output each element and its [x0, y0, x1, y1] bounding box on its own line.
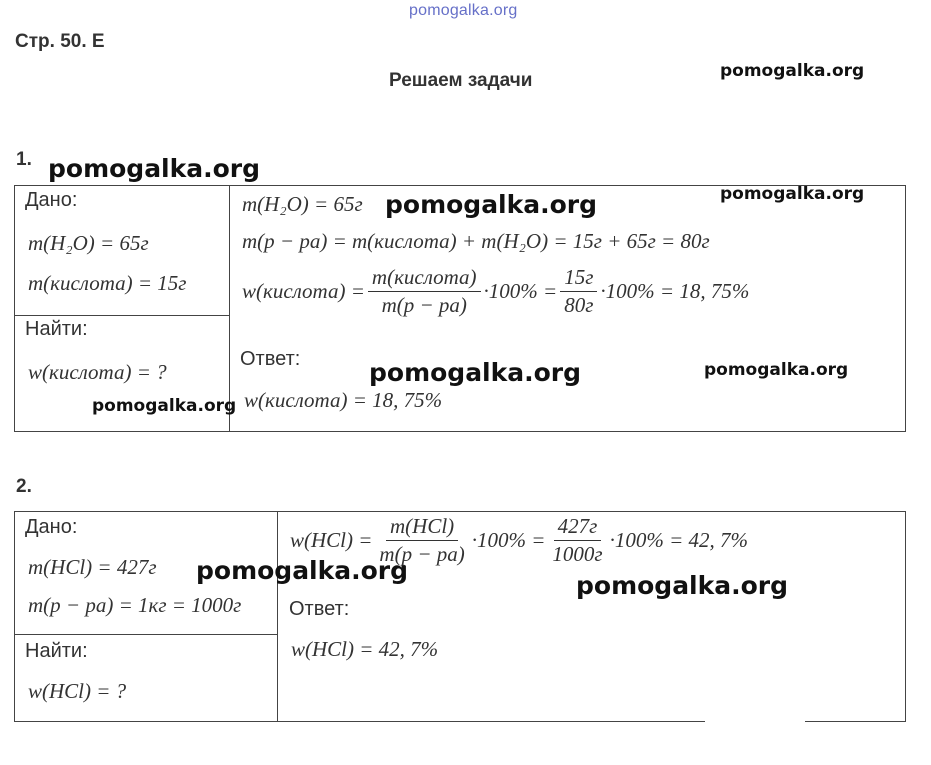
- watermark-text: pomogalka.org: [704, 360, 849, 380]
- formula-mid: ·100% =: [483, 279, 558, 304]
- answer-value: w(кислота) = 18, 75%: [244, 388, 443, 412]
- given-label: Дано:: [25, 516, 78, 538]
- answer-label: Ответ:: [289, 598, 350, 620]
- problem-1-number: 1.: [16, 149, 32, 170]
- find-item: w(HCl) = ?: [28, 679, 127, 703]
- formula-result: ·100% = 18, 75%: [600, 279, 750, 304]
- given-item: m(HCl) = 427г: [28, 555, 157, 579]
- scan-gap: [705, 719, 805, 724]
- given-label: Дано:: [25, 189, 78, 211]
- table-divider: [14, 315, 230, 316]
- fraction: [375, 515, 468, 566]
- solution-formula: [290, 515, 748, 566]
- watermark-text: pomogalka.org: [720, 184, 865, 204]
- watermark-text: pomogalka.org: [48, 154, 261, 183]
- formula-lhs: w(кислота) =: [242, 279, 365, 304]
- fraction-numerator: m(HCl): [386, 515, 458, 541]
- fraction-denominator: 1000г: [552, 542, 603, 567]
- top-watermark: pomogalka.org: [409, 2, 518, 19]
- given-item: m(кислота) = 15г: [28, 271, 187, 295]
- solution-line: m(р − ра) = m(кислота) + m(H₂O) = 15г + 65г = 80г: [242, 229, 710, 253]
- formula-result: ·100% = 42, 7%: [609, 528, 749, 553]
- fraction-denominator: m(р − ра): [381, 293, 467, 318]
- table-divider: [14, 634, 278, 635]
- watermark-text: pomogalka.org: [576, 571, 789, 600]
- answer-label: Ответ:: [240, 348, 301, 370]
- given-item: m(р − ра) = 1кг = 1000г: [28, 593, 242, 617]
- fraction-numerator: 427г: [554, 515, 602, 541]
- fraction: [560, 266, 597, 317]
- page-title: Решаем задачи: [389, 70, 533, 91]
- given-item: m(H₂O) = 65г: [28, 231, 149, 255]
- problem-2-number: 2.: [16, 476, 32, 497]
- watermark-text: pomogalka.org: [92, 396, 237, 416]
- table-divider: [229, 185, 230, 432]
- find-label: Найти:: [25, 640, 88, 662]
- solution-line: m(H₂O) = 65г: [242, 192, 363, 216]
- find-item: w(кислота) = ?: [28, 360, 167, 384]
- fraction-denominator: 80г: [564, 293, 594, 318]
- watermark-text: pomogalka.org: [369, 358, 582, 387]
- answer-value: w(HCl) = 42, 7%: [291, 637, 439, 661]
- page-reference: Стр. 50. Е: [15, 31, 105, 52]
- watermark-text: pomogalka.org: [720, 61, 865, 81]
- watermark-text: pomogalka.org: [196, 556, 409, 585]
- fraction-numerator: 15г: [560, 266, 597, 292]
- formula-mid: ·100% =: [471, 528, 546, 553]
- find-label: Найти:: [25, 318, 88, 340]
- table-divider: [277, 511, 278, 722]
- fraction-denominator: m(р − ра): [379, 542, 465, 567]
- fraction-numerator: m(кислота): [368, 266, 481, 292]
- fraction: [548, 515, 606, 566]
- fraction: [368, 266, 481, 317]
- watermark-text: pomogalka.org: [385, 190, 598, 219]
- formula-lhs: w(HCl) =: [290, 528, 373, 553]
- solution-formula: [242, 266, 749, 317]
